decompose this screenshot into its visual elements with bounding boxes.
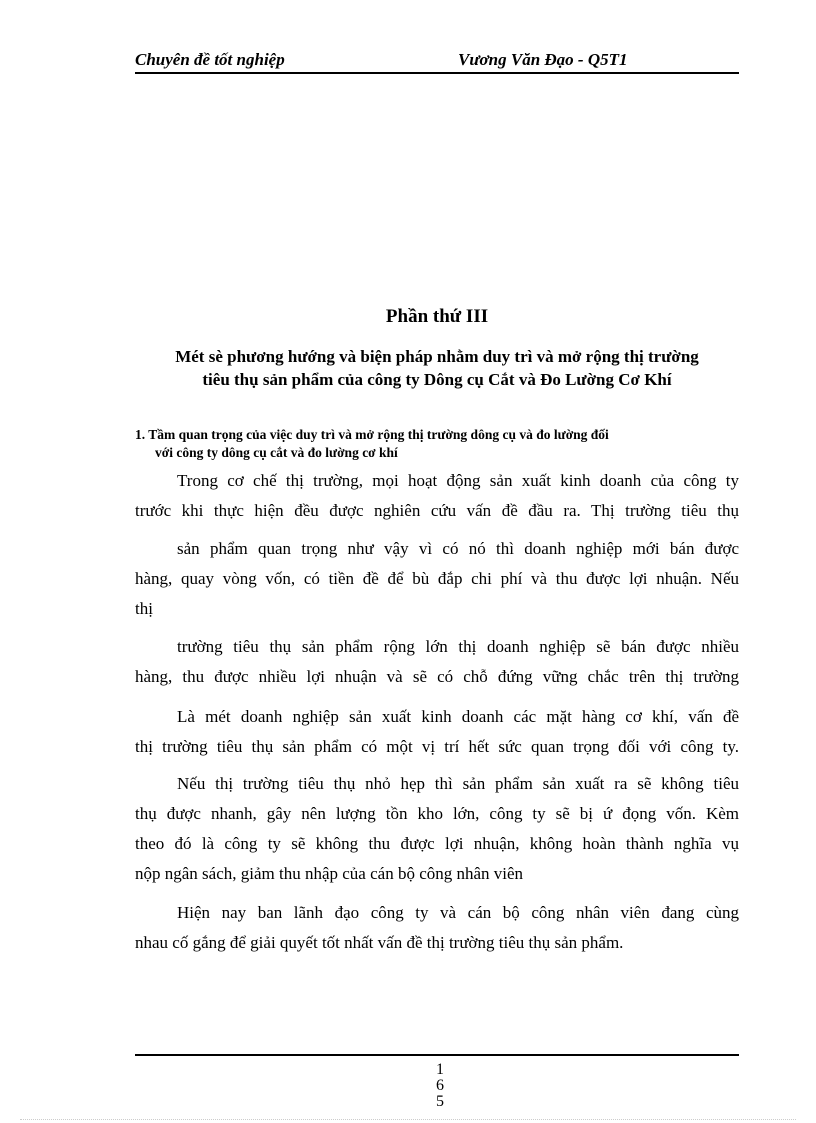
page-bottom-divider [20, 1119, 796, 1120]
paragraph-line: hàng, thu được nhiều lợi nhuận và sẽ có chỗ đứng vững chắc trên thị trường [135, 667, 739, 686]
chapter-title [135, 345, 739, 391]
paragraph-line: Nếu thị trường tiêu thụ nhỏ hẹp thì sản phẩm sản xuất ra sẽ không tiêu [177, 774, 739, 793]
paragraph-line: sản phẩm quan trọng như vậy vì có nó thì doanh nghiệp mới bán được [177, 539, 739, 558]
section-heading-line: 1. Tầm quan trọng của việc duy trì và mở rộng thị trường dông cụ và đo lường đối [135, 427, 609, 442]
page-number-digit: 6 [436, 1077, 444, 1094]
paragraph [135, 702, 739, 762]
paragraph [135, 632, 739, 692]
paragraph [135, 769, 739, 889]
paragraph-line: thị [135, 599, 153, 618]
part-title: Phần thứ III [385, 306, 489, 327]
paragraph [135, 898, 739, 958]
paragraph [135, 466, 739, 526]
page-number-digit: 1 [436, 1061, 444, 1078]
footer-rule [135, 1054, 739, 1056]
chapter-title-line: Mét sè phương hướng và biện pháp nhằm duy trì và mở rộng thị trường [175, 347, 699, 366]
header-document-type: Chuyên đề tốt nghiệp [135, 50, 285, 69]
paragraph-line: theo đó là công ty sẽ không thu được lợi nhuận, không hoàn thành nghĩa vụ [135, 834, 739, 853]
page-header [135, 48, 739, 74]
paragraph-line: thị trường tiêu thụ sản phẩm có một vị trí hết sức quan trọng đối với công ty. [135, 737, 739, 756]
page-number-digit: 5 [436, 1093, 444, 1110]
paragraph-line: nộp ngân sách, giảm thu nhập của cán bộ công nhân viên [135, 864, 524, 883]
paragraph-line: Là mét doanh nghiệp sản xuất kinh doanh các mặt hàng cơ khí, vấn đề [177, 707, 739, 726]
section-heading-line: với công ty dông cụ cắt và đo lường cơ khí [155, 445, 398, 460]
paragraph-line: trường tiêu thụ sản phẩm rộng lớn thị doanh nghiệp sẽ bán được nhiều [177, 637, 739, 656]
section-heading [135, 426, 725, 462]
paragraph-line: Hiện nay ban lãnh đạo công ty và cán bộ công nhân viên đang cùng [177, 903, 739, 922]
chapter-title-line: tiêu thụ sản phẩm của công ty Dông cụ Cắt và Đo Lường Cơ Khí [202, 370, 672, 389]
paragraph-line: Trong cơ chế thị trường, mọi hoạt động sản xuất kinh doanh của công ty [177, 471, 739, 490]
paragraph-line: trước khi thực hiện đều được nghiên cứu vấn đề đầu ra. Thị trường tiêu thụ [135, 501, 739, 520]
paragraph-line: nhau cố gắng để giải quyết tốt nhất vấn đề thị trường tiêu thụ sản phẩm. [135, 933, 624, 952]
paragraph-line: thụ được nhanh, gây nên lượng tồn kho lớn, công ty sẽ bị ứ đọng vốn. Kèm [135, 804, 739, 823]
header-author: Vương Văn Đạo - Q5T1 [458, 50, 628, 69]
paragraph-line: hàng, quay vòng vốn, có tiền đề để bù đắp chi phí và thu được lợi nhuận. Nếu [135, 569, 739, 588]
paragraph [135, 534, 739, 624]
page-number [420, 1062, 460, 1110]
